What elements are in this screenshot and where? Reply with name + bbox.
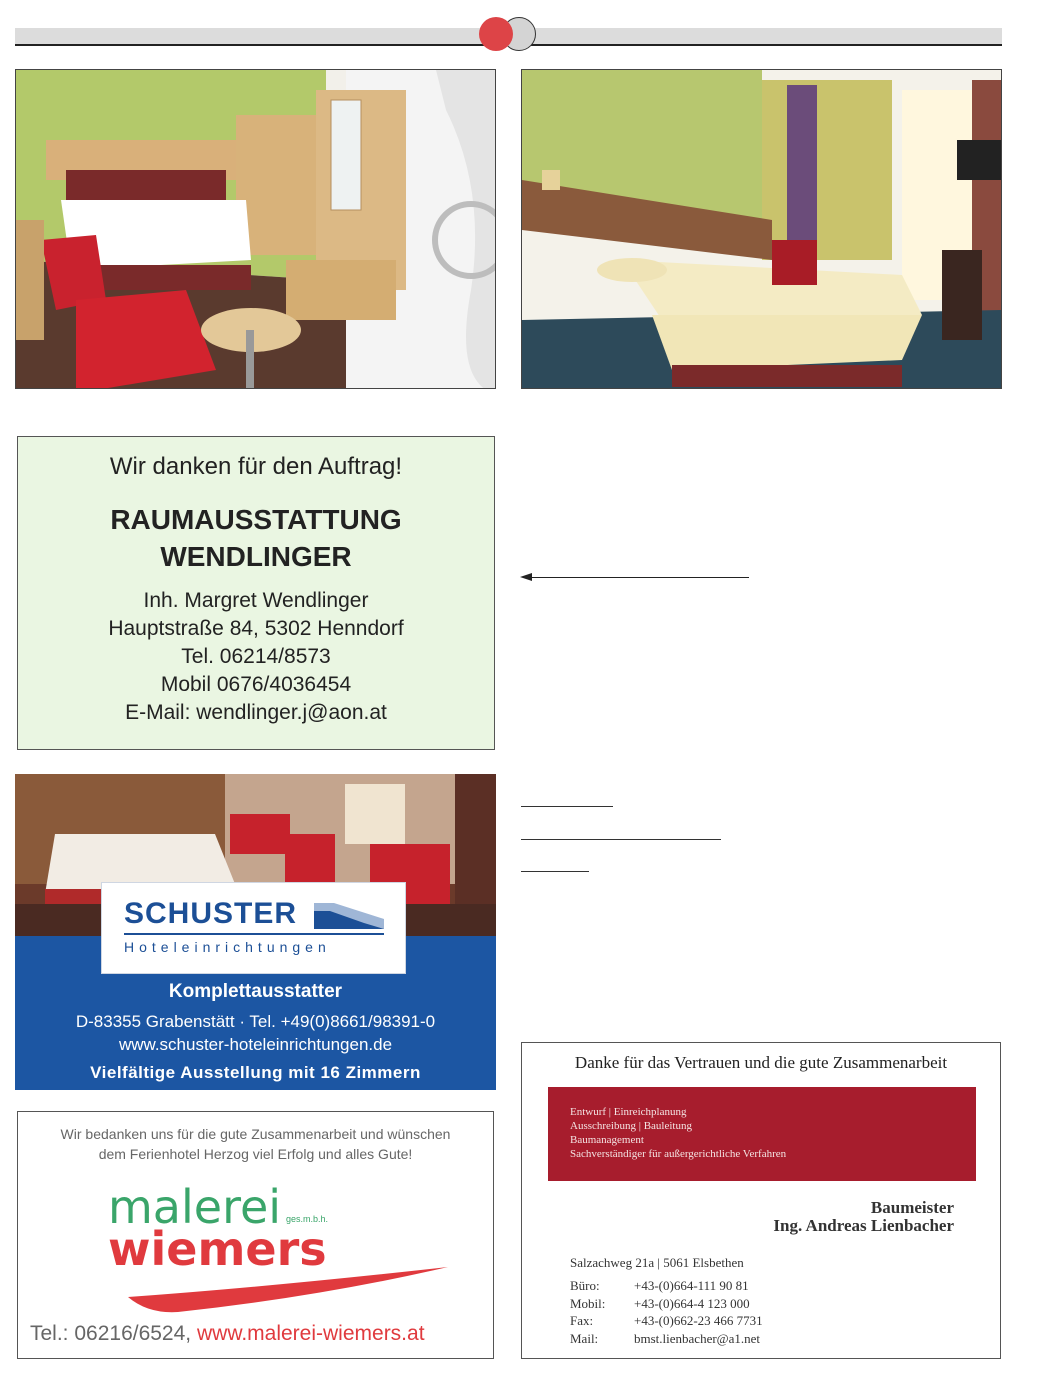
divider-line-3 bbox=[521, 871, 589, 872]
contact-value: +43-(0)664-111 90 81 bbox=[634, 1278, 749, 1293]
lienbacher-title-line2: Ing. Andreas Lienbacher bbox=[773, 1216, 954, 1235]
lienbacher-service: Baumanagement bbox=[570, 1134, 644, 1146]
company-phone: Tel. 06214/8573 bbox=[181, 645, 331, 668]
company-address: Hauptstraße 84, 5302 Henndorf bbox=[108, 617, 404, 640]
malerei-brush-stroke-icon bbox=[118, 1257, 458, 1317]
lienbacher-title-line1: Baumeister bbox=[870, 1198, 954, 1217]
company-name-line2: WENDLINGER bbox=[160, 541, 352, 572]
schuster-logo bbox=[101, 882, 406, 974]
ad-malerei-wiemers bbox=[17, 1111, 494, 1359]
contact-label: Mail: bbox=[570, 1330, 599, 1346]
contact-label: Büro: bbox=[570, 1278, 600, 1293]
malerei-logo-ges: ges.m.b.h. bbox=[286, 1214, 329, 1224]
contact-row bbox=[570, 1312, 763, 1330]
contact-row bbox=[570, 1277, 763, 1295]
malerei-message-line1: Wir bedanken uns für die gute Zusammenarbeit und wünschen bbox=[60, 1126, 451, 1142]
malerei-logo-word1: malerei bbox=[108, 1180, 282, 1234]
malerei-message-line2: dem Ferienhotel Herzog viel Erfolg und alles Gute! bbox=[98, 1146, 413, 1162]
lienbacher-thanks: Danke für das Vertrauen und die gute Zusammenarbeit bbox=[574, 1053, 948, 1072]
schuster-logo-rule bbox=[124, 933, 384, 935]
hotel-room-photo-right bbox=[521, 69, 1002, 389]
header-dot-red bbox=[479, 17, 513, 51]
schuster-address: D-83355 Grabenstätt · Tel. +49(0)8661/98391-0 bbox=[75, 1012, 436, 1031]
company-contact-info bbox=[18, 587, 494, 727]
ad-baumeister-lienbacher bbox=[521, 1042, 1001, 1359]
schuster-logo-name: SCHUSTER bbox=[124, 897, 298, 930]
schuster-logo-wedge-icon bbox=[314, 903, 384, 929]
schuster-tagline: Komplettausstatter bbox=[168, 981, 343, 1002]
lienbacher-service: Sachverständiger für außergerichtliche Verfahren bbox=[570, 1148, 787, 1160]
ad-schuster-hoteleinrichtungen bbox=[15, 774, 496, 1090]
lienbacher-services-list bbox=[548, 1087, 976, 1161]
lienbacher-address: Salzachweg 21a | 5061 Elsbethen bbox=[570, 1255, 744, 1270]
pointer-arrow-icon bbox=[520, 573, 532, 581]
divider-line-2 bbox=[521, 839, 721, 840]
hotel-room-photo-left bbox=[15, 69, 496, 389]
ad-thanks-text: Wir danken für den Auftrag! bbox=[109, 453, 403, 480]
pointer-arrow-line bbox=[530, 577, 749, 578]
company-name-line1: RAUMAUSSTATTUNG bbox=[110, 504, 402, 535]
ad-raumausstattung-wendlinger bbox=[17, 436, 495, 750]
malerei-phone: Tel.: 06216/6524, bbox=[30, 1322, 192, 1345]
schuster-website: www.schuster-hoteleinrichtungen.de bbox=[118, 1035, 393, 1054]
contact-value: +43-(0)664-4 123 000 bbox=[634, 1295, 750, 1311]
contact-value: +43-(0)662-23 466 7731 bbox=[634, 1313, 763, 1328]
malerei-contact bbox=[30, 1322, 425, 1346]
hotel-room-illustration-right bbox=[522, 70, 1002, 389]
contact-row bbox=[570, 1295, 763, 1313]
lienbacher-services-band bbox=[548, 1087, 976, 1181]
schuster-showroom: Vielfältige Ausstellung mit 16 Zimmern bbox=[90, 1063, 421, 1082]
contact-value: bmst.lienbacher@a1.net bbox=[634, 1330, 761, 1346]
schuster-logo-subtitle: Hoteleinrichtungen bbox=[124, 939, 331, 955]
owner-name: Inh. Margret Wendlinger bbox=[143, 589, 369, 612]
malerei-message bbox=[18, 1124, 493, 1164]
lienbacher-service: Entwurf | Einreichplanung bbox=[570, 1106, 687, 1118]
company-email: E-Mail: wendlinger.j@aon.at bbox=[125, 701, 387, 724]
lienbacher-service: Ausschreibung | Bauleitung bbox=[570, 1120, 692, 1132]
lienbacher-title bbox=[773, 1199, 954, 1235]
malerei-logo-word2: wiemers bbox=[108, 1222, 327, 1276]
contact-label: Fax: bbox=[570, 1313, 594, 1328]
lienbacher-contacts bbox=[570, 1277, 763, 1347]
divider-line-1 bbox=[521, 806, 613, 807]
company-name bbox=[18, 501, 494, 575]
hotel-room-illustration-left bbox=[16, 70, 496, 389]
contact-label: Mobil: bbox=[570, 1295, 606, 1311]
malerei-website-link[interactable]: www.malerei-wiemers.at bbox=[196, 1322, 425, 1345]
contact-row bbox=[570, 1330, 763, 1348]
company-mobile: Mobil 0676/4036454 bbox=[160, 673, 352, 696]
